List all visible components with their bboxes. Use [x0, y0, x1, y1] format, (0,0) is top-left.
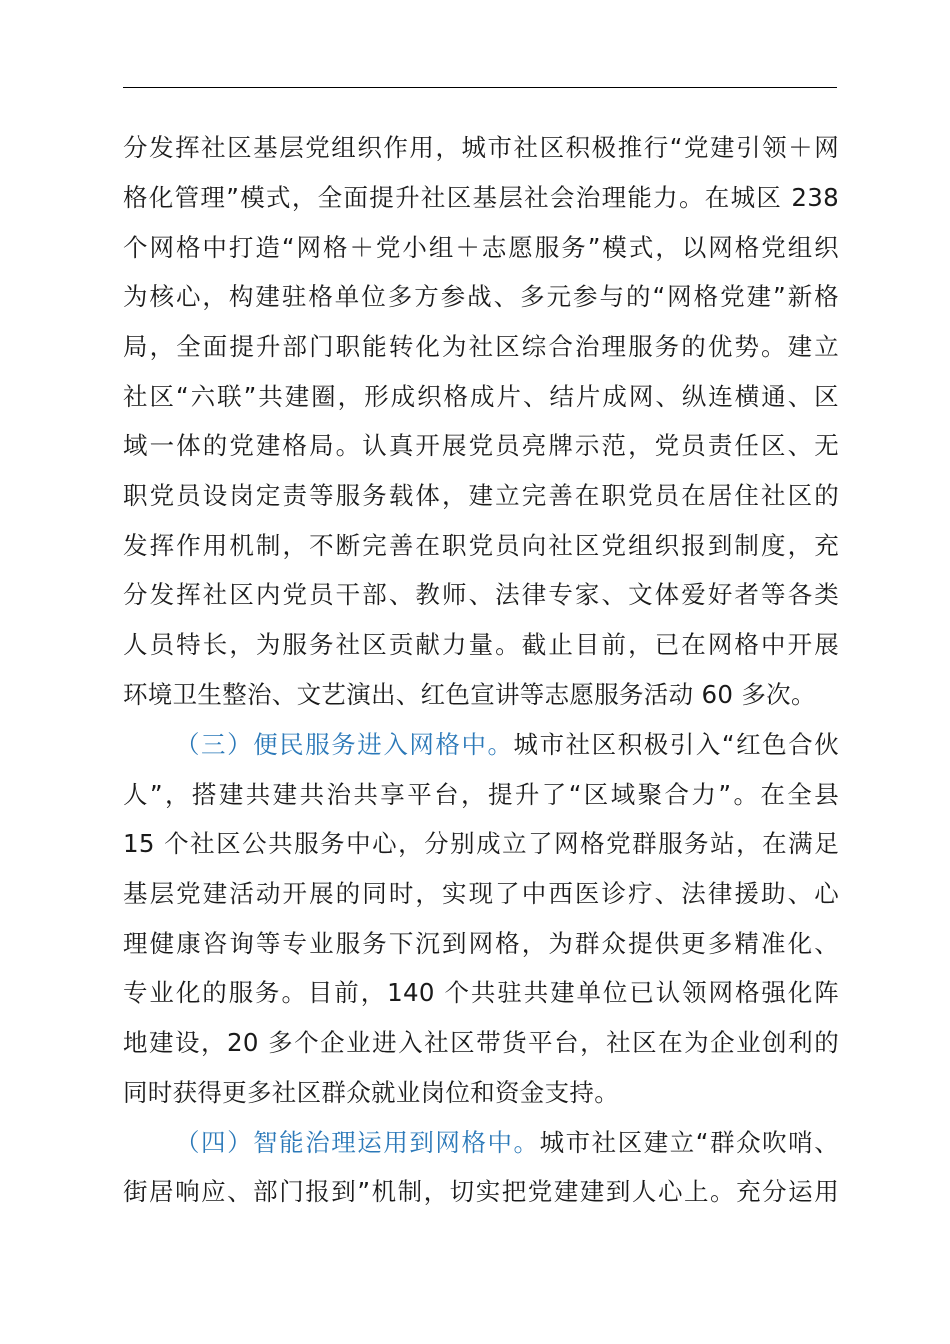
body-text-line: 分发挥社区基层党组织作用，城市社区积极推行“党建引领＋网 — [123, 133, 839, 162]
body-text-line: 局，全面提升部门职能转化为社区综合治理服务的优势。建立 — [123, 332, 839, 361]
body-text-line: 理健康咨询等专业服务下沉到网格，为群众提供更多精准化、 — [123, 929, 839, 958]
body-text-line: 域一体的党建格局。认真开展党员亮牌示范，党员责任区、无 — [123, 431, 839, 460]
body-text-line: 同时获得更多社区群众就业岗位和资金支持。 — [123, 1078, 619, 1107]
body-text-line: 为核心，构建驻格单位多方参战、多元参与的“网格党建”新格 — [123, 282, 839, 311]
body-text-line: 人员特长，为服务社区贡献力量。截止目前，已在网格中开展 — [123, 630, 839, 659]
body-text-line: 基层党建活动开展的同时，实现了中西医诊疗、法律援助、心 — [123, 879, 839, 908]
header-rule — [123, 87, 837, 88]
body-text-line: 发挥作用机制，不断完善在职党员向社区党组织报到制度，充 — [123, 531, 839, 560]
body-text-line: 职党员设岗定责等服务载体，建立完善在职党员在居住社区的 — [123, 481, 839, 510]
section-4-first-line — [175, 1128, 839, 1158]
section-4-heading: （四）智能治理运用到网格中。 — [175, 1128, 540, 1157]
body-text-line: 人”，搭建共建共治共享平台，提升了“区域聚合力”。在全县 — [123, 780, 839, 809]
section-3-first-line — [175, 730, 839, 760]
section-3-heading: （三）便民服务进入网格中。 — [175, 730, 514, 759]
body-text-line: 个网格中打造“网格＋党小组＋志愿服务”模式，以网格党组织 — [123, 233, 839, 262]
body-text-line: 环境卫生整治、文艺演出、红色宣讲等志愿服务活动 60 多次。 — [123, 680, 816, 709]
body-text-line: 分发挥社区内党员干部、教师、法律专家、文体爱好者等各类 — [123, 580, 839, 609]
section-3-first-line-text: 城市社区积极引入“红色合伙 — [513, 730, 840, 759]
body-text-line: 格化管理”模式，全面提升社区基层社会治理能力。在城区 238 — [123, 183, 839, 212]
body-text-line: 专业化的服务。目前，140 个共驻共建单位已认领网格强化阵 — [123, 978, 839, 1007]
body-text-line: 街居响应、部门报到”机制，切实把党建建到人心上。充分运用 — [123, 1177, 839, 1206]
body-text-line: 15 个社区公共服务中心，分别成立了网格党群服务站，在满足 — [123, 829, 839, 858]
section-4-first-line-text: 城市社区建立“群众吹哨、 — [539, 1128, 839, 1157]
body-text-line: 社区“六联”共建圈，形成织格成片、结片成网、纵连横通、区 — [123, 382, 839, 411]
body-text-line: 地建设，20 多个企业进入社区带货平台，社区在为企业创利的 — [123, 1028, 839, 1057]
